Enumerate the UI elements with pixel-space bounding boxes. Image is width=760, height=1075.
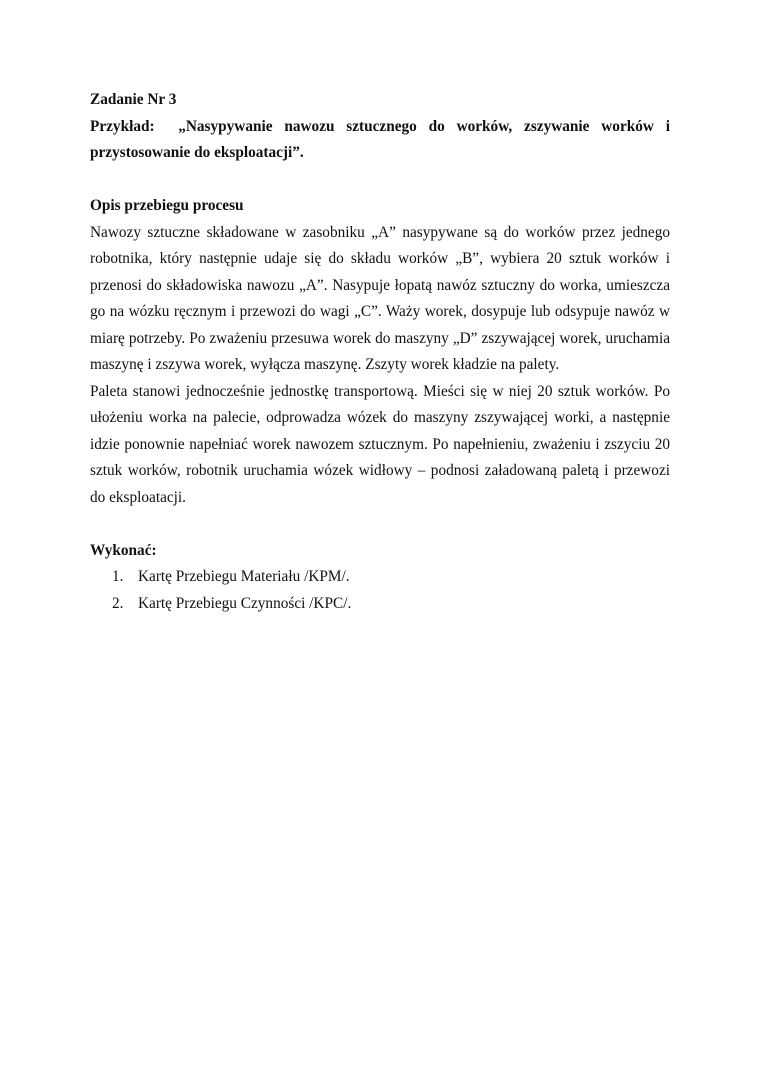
tasks-heading: Wykonać:	[90, 541, 157, 559]
example-prefix: Przykład:	[90, 117, 155, 135]
list-item-number: 2.	[112, 594, 124, 612]
list-item	[90, 591, 670, 618]
list-item	[90, 564, 670, 591]
task-label: Zadanie Nr 3	[90, 91, 177, 108]
list-item-text: Kartę Przebiegu Materiału /KPM/.	[138, 568, 350, 585]
list-item-number: 1.	[112, 568, 124, 585]
process-paragraph-1: Nawozy sztuczne składowane w zasobniku „A” nasypywane są do worków przez jednego robotnika, który następnie udaje się do składu worków „B”, wybiera 20 sztuk worków i przenosi do składowiska nawozu „A”. Nasypuje łopatą nawóz sztuczny do worka, umieszcza go na wózku ręcznym i przewozi do wagi „C”. Waży worek, dosypuje lub odsypuje nawóz w miarę potrzeby. Po zważeniu przesuwa worek do maszyny „D” zszywającej worek, uruchamia maszynę i zszywa worek, wyłącza maszynę. Zszyty worek kładzie na palety.	[90, 223, 670, 373]
document-page	[90, 87, 670, 617]
process-paragraph-2: Paleta stanowi jednocześnie jednostkę transportową. Mieści się w niej 20 sztuk worków. Po ułożeniu worka na palecie, odprowadza wózek do maszyny zszywającej worki, a następnie idzie ponownie napełniać worek nawozem sztucznym. Po napełnieniu, zważeniu i zszyciu 20 sztuk worków, robotnik uruchamia wózek widłowy – podnosi załadowaną paletą i przewozi do eksploatacji.	[90, 382, 670, 506]
list-item-text: Kartę Przebiegu Czynności /KPC/.	[138, 594, 352, 612]
title-block	[90, 87, 670, 167]
process-heading: Opis przebiegu procesu	[90, 197, 244, 214]
example-title	[90, 114, 670, 167]
tasks-list	[90, 564, 670, 617]
example-title-text: „Nasypywanie nawozu sztucznego do worków, zszywanie worków i przystosowanie do eksploatacji”.	[90, 117, 670, 161]
